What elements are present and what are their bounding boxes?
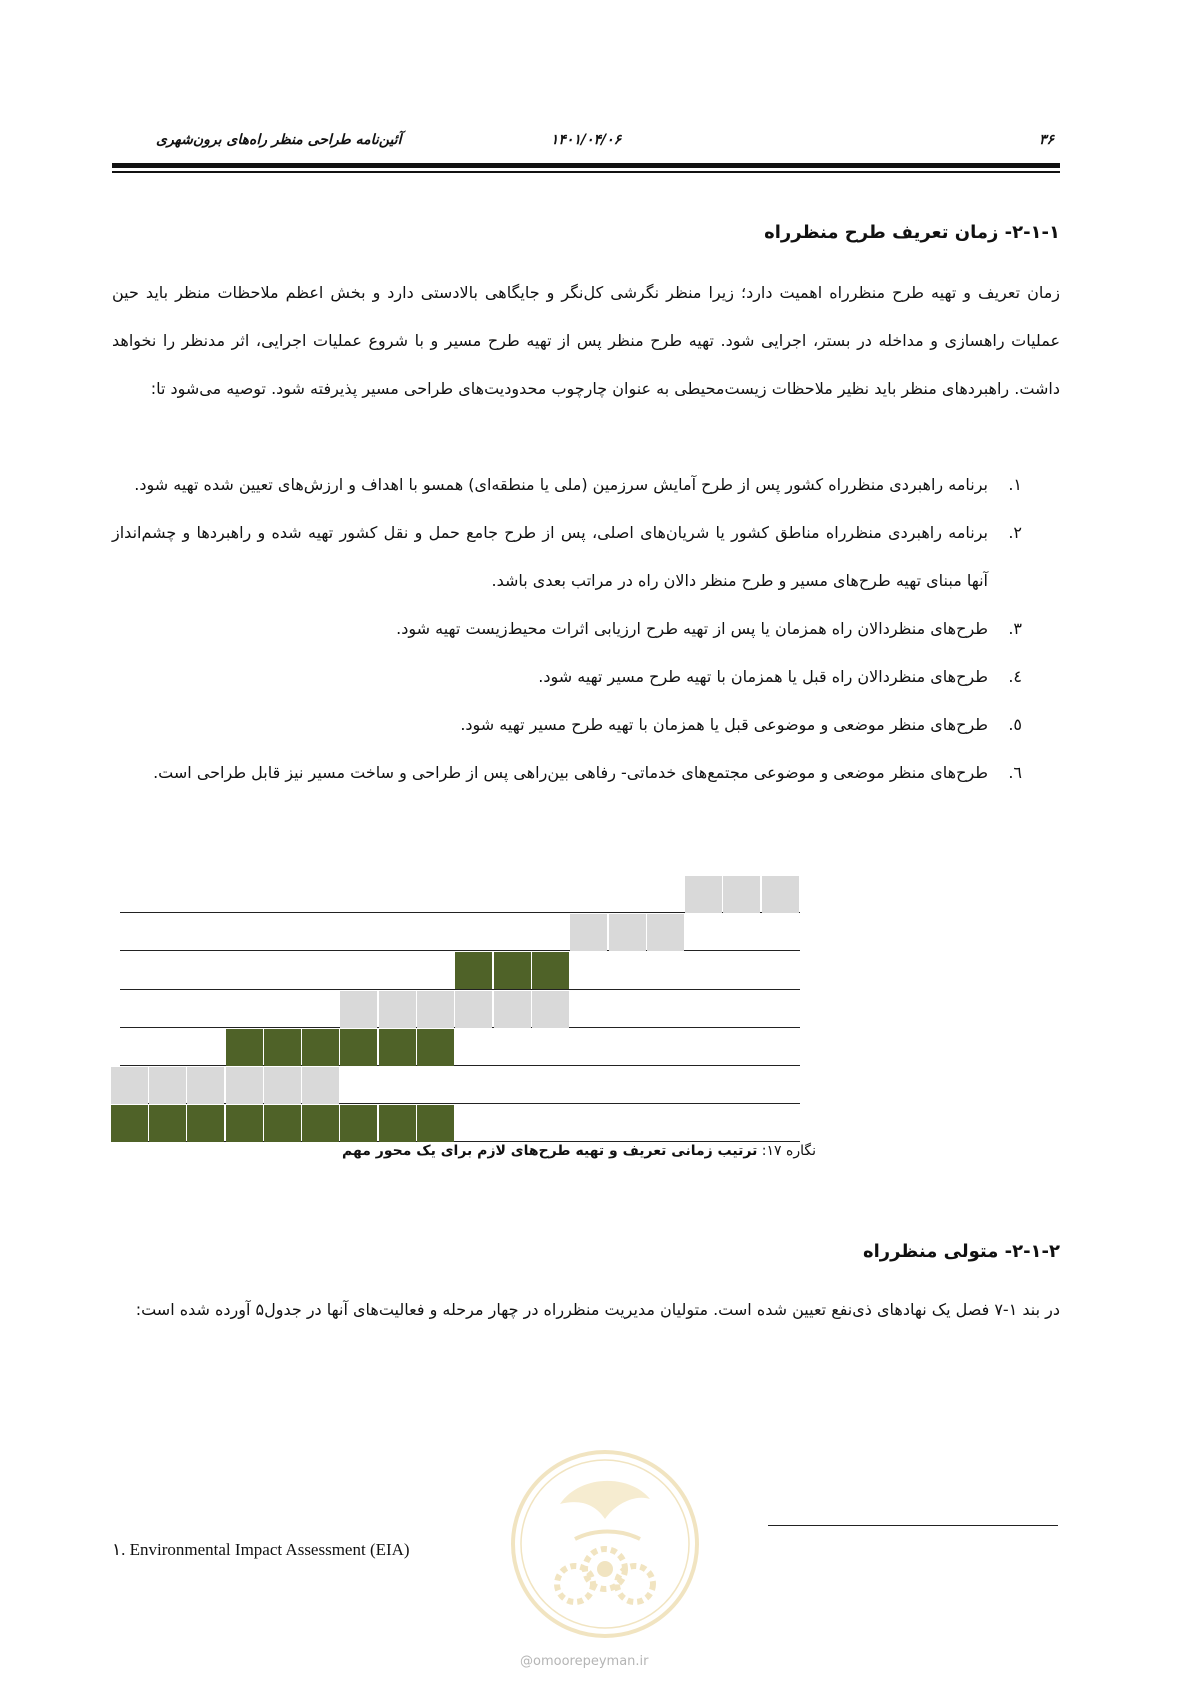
- timeline-bar-cell: [226, 1067, 263, 1104]
- timeline-bar-cell: [494, 991, 531, 1028]
- timeline-bar-cell: [685, 876, 722, 913]
- section-paragraph: در بند ۱-۷ فصل یک نهادهای ذی‌نفع تعیین شده است. متولیان مدیریت منظرراه در چهار مرحله و فعالیت‌های آنها در جدول۵ آورده شده است:: [135, 1300, 1060, 1319]
- timeline-bar-cell: [570, 914, 607, 951]
- timeline-bar-cell: [302, 1067, 339, 1104]
- header-date: ۱۴۰۱/۰۴/۰۶: [550, 132, 622, 148]
- list-item: ۱. برنامه راهبردی منظرراه کشور پس از طرح آمایش سرزمین (ملی یا منطقه‌ای) همسو با اهداف و ارزش‌های تعیین شده تهیه شود.: [134, 475, 1022, 494]
- timeline-bar-cell: [609, 914, 646, 951]
- list-item: ۲. برنامه راهبردی منظرراه مناطق کشور یا شریان‌های اصلی، پس از طرح جامع حمل و نقل کشور تهیه شده و راهبردها و چشم‌انداز آنها مبنای تهیه طرح‌های مسیر و طرح منظر دالان راه در مراتب بعدی باشد.: [112, 523, 1022, 590]
- timeline-bar-cell: [532, 952, 569, 989]
- list-item: ۳. طرح‌های منظردالان راه همزمان یا پس از تهیه طرح ارزیابی اثرات محیط‌زیست تهیه شود.: [396, 619, 1022, 638]
- timeline-bar-cell: [111, 1105, 148, 1142]
- section-heading: ۲-۱-۲- متولی منظرراه: [862, 1241, 1060, 1262]
- list-item: ٤. طرح‌های منظردالان راه قبل یا همزمان با تهیه طرح مسیر تهیه شود.: [538, 667, 1022, 686]
- timeline-bar-cell: [149, 1067, 186, 1104]
- timeline-bar-cell: [494, 952, 531, 989]
- timeline-bar-cell: [302, 1029, 339, 1066]
- header-rule-thick: [112, 163, 1060, 168]
- timeline-bar-cell: [379, 1029, 416, 1066]
- timeline-row-line: [120, 950, 800, 951]
- timeline-bar-cell: [379, 1105, 416, 1142]
- section-heading: ۲-۱-۱- زمان تعریف طرح منظرراه: [764, 222, 1060, 243]
- watermark-url: @omoorepeyman.ir: [520, 1654, 649, 1669]
- list-item: ٦. طرح‌های منظر موضعی و موضوعی مجتمع‌های خدماتی- رفاهی بین‌راهی پس از طراحی و ساخت مسیر نیز قابل طراحی است.: [153, 763, 1022, 782]
- timeline-bar-cell: [264, 1105, 301, 1142]
- list-item: ٥. طرح‌های منظر موضعی و موضوعی قبل یا همزمان با تهیه طرح مسیر تهیه شود.: [460, 715, 1022, 734]
- timeline-bar-cell: [647, 914, 684, 951]
- header-rule-thin: [112, 171, 1060, 173]
- timeline-bar-cell: [417, 991, 454, 1028]
- timeline-bar-cell: [340, 1105, 377, 1142]
- page-number: ۳۶: [1038, 132, 1054, 148]
- timeline-bar-cell: [455, 991, 492, 1028]
- timeline-bar-cell: [187, 1067, 224, 1104]
- timeline-bar-cell: [264, 1029, 301, 1066]
- timeline-bar-cell: [762, 876, 799, 913]
- figure-caption: نگاره ۱۷: ترتیب زمانی تعریف و تهیه طرح‌های لازم برای یک محور مهم: [342, 1143, 816, 1159]
- timeline-bar-cell: [723, 876, 760, 913]
- timeline-bar-cell: [417, 1105, 454, 1142]
- timeline-bar-cell: [455, 952, 492, 989]
- recommendation-list: [112, 461, 1060, 797]
- timeline-bar-cell: [226, 1105, 263, 1142]
- page-header: [112, 128, 1060, 158]
- watermark-logo-icon: [505, 1444, 705, 1644]
- timeline-bar-cell: [302, 1105, 339, 1142]
- timeline-bar-cell: [340, 1029, 377, 1066]
- timeline-bar-cell: [187, 1105, 224, 1142]
- document-title: آئین‌نامه طراحی منظر راه‌های برون‌شهری: [156, 132, 402, 148]
- timeline-row-line: [120, 1065, 800, 1066]
- timeline-bar-cell: [532, 991, 569, 1028]
- footnote: ۱. Environmental Impact Assessment (EIA): [112, 1540, 410, 1559]
- timeline-bar-cell: [111, 1067, 148, 1104]
- timeline-bar-cell: [340, 991, 377, 1028]
- footnote-rule: [768, 1525, 1058, 1526]
- timeline-bar-cell: [264, 1067, 301, 1104]
- section-paragraph: زمان تعریف و تهیه طرح منظرراه اهمیت دارد؛ زیرا منظر نگرشی کل‌نگر و جایگاهی بالادستی دارد و بخش اعظم ملاحظات منظر باید حین عملیات راهسازی و مداخله در بستر، اجرایی شود. تهیه طرح منظر پس از تهیه طرح مسیر و با شروع عملیات اجرایی، اثر مدنظر را نخواهد داشت. راهبردهای منظر باید نظیر ملاحظات زیست‌محیطی به عنوان چارچوب محدودیت‌های طراحی مسیر پذیرفته شود. توصیه می‌شود تا:: [112, 283, 1060, 398]
- timeline-bar-cell: [226, 1029, 263, 1066]
- timeline-bar-cell: [379, 991, 416, 1028]
- timeline-bar-cell: [417, 1029, 454, 1066]
- timeline-bar-cell: [149, 1105, 186, 1142]
